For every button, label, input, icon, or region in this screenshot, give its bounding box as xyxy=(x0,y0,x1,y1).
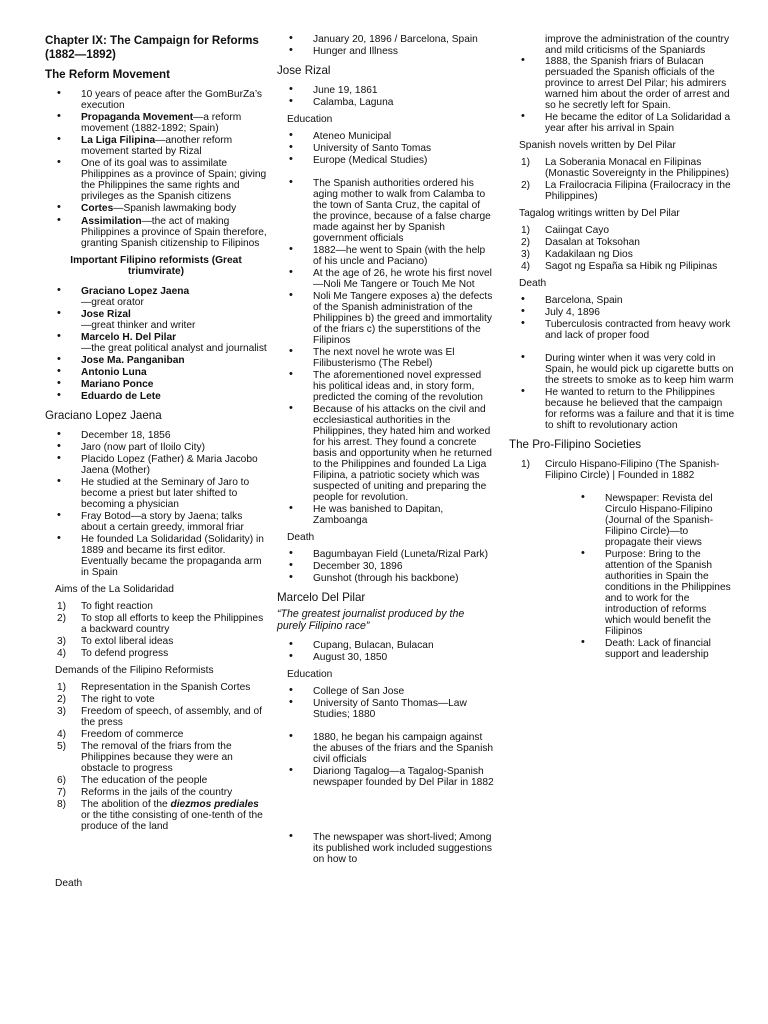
list-item: • Hunger and Illness xyxy=(277,46,495,57)
rizal-education-list xyxy=(277,131,495,166)
list-item: • At the age of 26, he wrote his first novel—Noli Me Tangere or Touch Me Not xyxy=(277,268,495,290)
reformists-list xyxy=(45,286,267,402)
list-item: • Bagumbayan Field (Luneta/Rizal Park) xyxy=(277,549,495,560)
demands-list xyxy=(45,682,267,832)
list-item: • Death: Lack of financial support and leadership xyxy=(569,638,735,660)
list-item: • Antonio Luna xyxy=(45,367,267,378)
rizal-death-heading: Death xyxy=(287,532,315,544)
list-item: • University of Santo Tomas xyxy=(277,143,495,154)
list-item: 4) To defend progress xyxy=(57,647,169,659)
list-item: • Noli Me Tangere exposes a) the defects of the Spanish administration of the Philippines b) the greed and immortality of the friars c) the superstitions of the Filipinos xyxy=(277,291,495,346)
list-item: 1) La Soberania Monacal en Filipinas (Monastic Sovereignty in the Philippines) xyxy=(521,157,730,180)
graciano-lopez-jaena-heading: Graciano Lopez Jaena xyxy=(45,409,162,423)
mdp-events-continued-list xyxy=(509,56,735,134)
mdp-quote: “The greatest journalist produced by the purely Filipino race” xyxy=(277,607,465,632)
graciano-list xyxy=(45,430,267,578)
list-item: 2) To stop all efforts to keep the Philippines a backward country xyxy=(57,612,264,635)
aims-list xyxy=(45,601,267,659)
list-item: • June 19, 1861 xyxy=(277,85,495,96)
list-item: • Assimilation—the act of making Philippines a province of Spain therefore, granting Spanish citizenship to Filipinos xyxy=(45,216,267,249)
list-item: • Newspaper: Revista del Circulo Hispano-Filipino (Journal of the Spanish-Filipino Circle)—to propagate their views xyxy=(569,493,735,548)
list-item: • December 30, 1896 xyxy=(277,561,495,572)
continued-text: improve the administration of the country and mild criticisms of the Spaniards xyxy=(545,34,730,57)
list-item: • The newspaper was short-lived; Among its published work included suggestions on how to xyxy=(277,832,495,865)
demands-heading: Demands of the Filipino Reformists xyxy=(55,664,214,676)
list-item: • Europe (Medical Studies) xyxy=(277,155,495,166)
mdp-death-list xyxy=(509,295,735,431)
list-item: • Because of his attacks on the civil and ecclesiastical authorities in the Philippines, they hated him and worked for his arrest. They found a concrete basis and opportunity when he returned to the Philippines and founded La Liga Filipina, a patriotic society which was suspected of uniting and preparing the people for revolution. xyxy=(277,404,495,503)
list-item: • Barcelona, Spain xyxy=(509,295,735,306)
pro-filipino-societies-heading: The Pro-Filipino Societies xyxy=(509,438,642,452)
gl-death-heading: Death xyxy=(55,878,83,890)
rizal-events-list xyxy=(277,178,495,526)
list-item: • Tuberculosis contracted from heavy work and lack of proper food xyxy=(509,319,735,341)
societies-list xyxy=(509,459,735,660)
list-item: • La Liga Filipina—another reform movement started by Rizal xyxy=(45,135,267,157)
list-item: • The Spanish authorities ordered his aging mother to walk from Calamba to the town of Santa Cruz, the capital of the province, because of a false charge made against her by Spanish government officials xyxy=(277,178,495,244)
list-item: • January 20, 1896 / Barcelona, Spain xyxy=(277,34,495,45)
list-item: • Fray Botod—a story by Jaena; talks about a certain greedy, immoral friar xyxy=(45,511,267,533)
column-3 xyxy=(509,0,735,666)
list-item: • December 18, 1856 xyxy=(45,430,267,441)
list-item: 7) Reforms in the jails of the country xyxy=(57,787,233,799)
list-item: • He became the editor of La Solidaridad a year after his arrival in Spain xyxy=(509,112,735,134)
list-item: • 1880, he began his campaign against the abuses of the friars and the Spanish civil officials xyxy=(277,732,495,765)
list-item: • Jose Rizal —great thinker and writer xyxy=(45,309,267,331)
mdp-events-list xyxy=(277,732,495,865)
list-item: • During winter when it was very cold in Spain, he would pick up cigarette butts on the streets to smoke as to keep him warm xyxy=(509,353,735,386)
list-item: 2) The right to vote xyxy=(57,693,155,705)
list-item: • The aforementioned novel expressed his political ideas and, in story form, predicted the coming of the revolution xyxy=(277,370,495,403)
list-item: • Graciano Lopez Jaena —great orator xyxy=(45,286,267,308)
reform-movement-list xyxy=(45,89,267,248)
list-item: • Cupang, Bulacan, Bulacan xyxy=(277,640,495,651)
list-item: • 10 years of peace after the GomBurZa’s execution xyxy=(45,89,267,111)
list-item: 1) Circulo Hispano-Filipino (The Spanish-Filipino Circle) | Founded in 1882 • Newspaper: Revista del Circulo Hispano-Filipino (Journal of the Spanish-Filipino Circle)—to propagate their views • Purpose: Bring to the attention of the Spanish authorities in Spain the conditions in the Philippines and to work for the introduction of reforms which would benefit the Filipinos • Death: Lack of financial support and leadership xyxy=(509,459,735,660)
aims-heading: Aims of the La Solidaridad xyxy=(55,583,174,595)
chapter-title: Chapter IX: The Campaign for Reforms (1882—1892) xyxy=(45,34,259,61)
list-item: • He founded La Solidaridad (Solidarity) in 1889 and became its first editor. Eventually became the propaganda arm in Spain xyxy=(45,534,267,578)
list-item: 1) Representation in the Spanish Cortes xyxy=(57,681,251,693)
list-item: • Eduardo de Lete xyxy=(45,391,267,402)
list-item: • July 4, 1896 xyxy=(509,307,735,318)
list-item: 3) Kadakilaan ng Dios xyxy=(521,249,633,261)
list-item: 1) To fight reaction xyxy=(57,600,153,612)
list-item: 2) Dasalan at Toksohan xyxy=(521,237,640,249)
list-item: • Ateneo Municipal xyxy=(277,131,495,142)
marcelo-del-pilar-heading: Marcelo Del Pilar xyxy=(277,591,366,605)
tagalog-writings-list xyxy=(509,225,735,272)
list-item: • College of San Jose xyxy=(277,686,495,697)
list-item: 1) Caiingat Cayo xyxy=(521,225,609,237)
list-item: 8) The abolition of the diezmos prediales or the tithe consisting of one-tenth of the produce of the land xyxy=(57,799,263,833)
list-item: • Diariong Tagalog—a Tagalog-Spanish newspaper founded by Del Pilar in 1882 xyxy=(277,766,495,788)
list-item: • Calamba, Laguna xyxy=(277,97,495,108)
list-item: 6) The education of the people xyxy=(57,775,208,787)
list-item: • Purpose: Bring to the attention of the Spanish authorities in Spain the conditions in the Philippines and to work for the introduction of reforms which would benefit the Filipinos xyxy=(569,549,735,637)
mdp-death-heading: Death xyxy=(519,278,547,290)
list-item: 3) To extol liberal ideas xyxy=(57,635,174,647)
list-item: • Marcelo H. Del Pilar —the great political analyst and journalist xyxy=(45,332,267,354)
list-item: • Placido Lopez (Father) & Maria Jacobo Jaena (Mother) xyxy=(45,454,267,476)
rizal-bio-list xyxy=(277,85,495,108)
list-item: • Propaganda Movement—a reform movement (1882-1892; Spain) xyxy=(45,112,267,134)
list-item: 4) Freedom of commerce xyxy=(57,729,184,741)
mdp-education-heading: Education xyxy=(287,669,333,681)
spanish-novels-heading: Spanish novels written by Del Pilar xyxy=(519,140,676,152)
list-item: • Cortes—Spanish lawmaking body xyxy=(45,203,267,214)
spanish-novels-list xyxy=(509,157,735,202)
jose-rizal-heading: Jose Rizal xyxy=(277,64,331,78)
rizal-death-list xyxy=(277,549,495,584)
tagalog-writings-heading: Tagalog writings written by Del Pilar xyxy=(519,208,680,220)
society-details-list xyxy=(569,493,735,660)
rizal-education-heading: Education xyxy=(287,113,333,125)
column-1 xyxy=(45,0,267,895)
mdp-education-list xyxy=(277,686,495,720)
mdp-bio-list xyxy=(277,640,495,663)
list-item: • 1882—he went to Spain (with the help of his uncle and Paciano) xyxy=(277,245,495,267)
list-item: 2) La Frailocracia Filipina (Frailocracy in the Philippines) xyxy=(521,180,731,203)
list-item: 3) Freedom of speech, of assembly, and of the press xyxy=(57,706,263,729)
list-item: • He studied at the Seminary of Jaro to become a priest but later shifted to becoming a physician xyxy=(45,477,267,510)
reformists-title: Important Filipino reformists (Great triumvirate) xyxy=(70,254,242,278)
column-2 xyxy=(277,0,495,871)
list-item: • University of Santo Thomas—Law Studies; 1880 xyxy=(277,698,495,720)
list-item: 5) The removal of the friars from the Philippines because they were an obstacle to progress xyxy=(57,741,233,775)
list-item: • 1888, the Spanish friars of Bulacan persuaded the Spanish officials of the province to arrest Del Pilar; his admirers warned him about the order of arrest and so he secretly left for Spain. xyxy=(509,56,735,111)
list-item: • Mariano Ponce xyxy=(45,379,267,390)
list-item: • Gunshot (through his backbone) xyxy=(277,573,495,584)
gl-death-list xyxy=(277,34,495,57)
reform-movement-title: The Reform Movement xyxy=(45,67,170,81)
list-item: • He was banished to Dapitan, Zamboanga xyxy=(277,504,495,526)
list-item: • Jose Ma. Panganiban xyxy=(45,355,267,366)
list-item: • Jaro (now part of Iloilo City) xyxy=(45,442,267,453)
list-item: 4) Sagot ng España sa Hibik ng Pilipinas xyxy=(521,261,718,273)
list-item: • He wanted to return to the Philippines because he believed that the campaign for reforms was a failure and that it is time to shift to revolutionary action xyxy=(509,387,735,431)
list-item: • August 30, 1850 xyxy=(277,652,495,663)
list-item: • One of its goal was to assimilate Philippines as a province of Spain; giving the Philippines the same rights and privileges as the Spanish citizens xyxy=(45,158,267,202)
list-item: • The next novel he wrote was El Filibusterismo (The Rebel) xyxy=(277,347,495,369)
